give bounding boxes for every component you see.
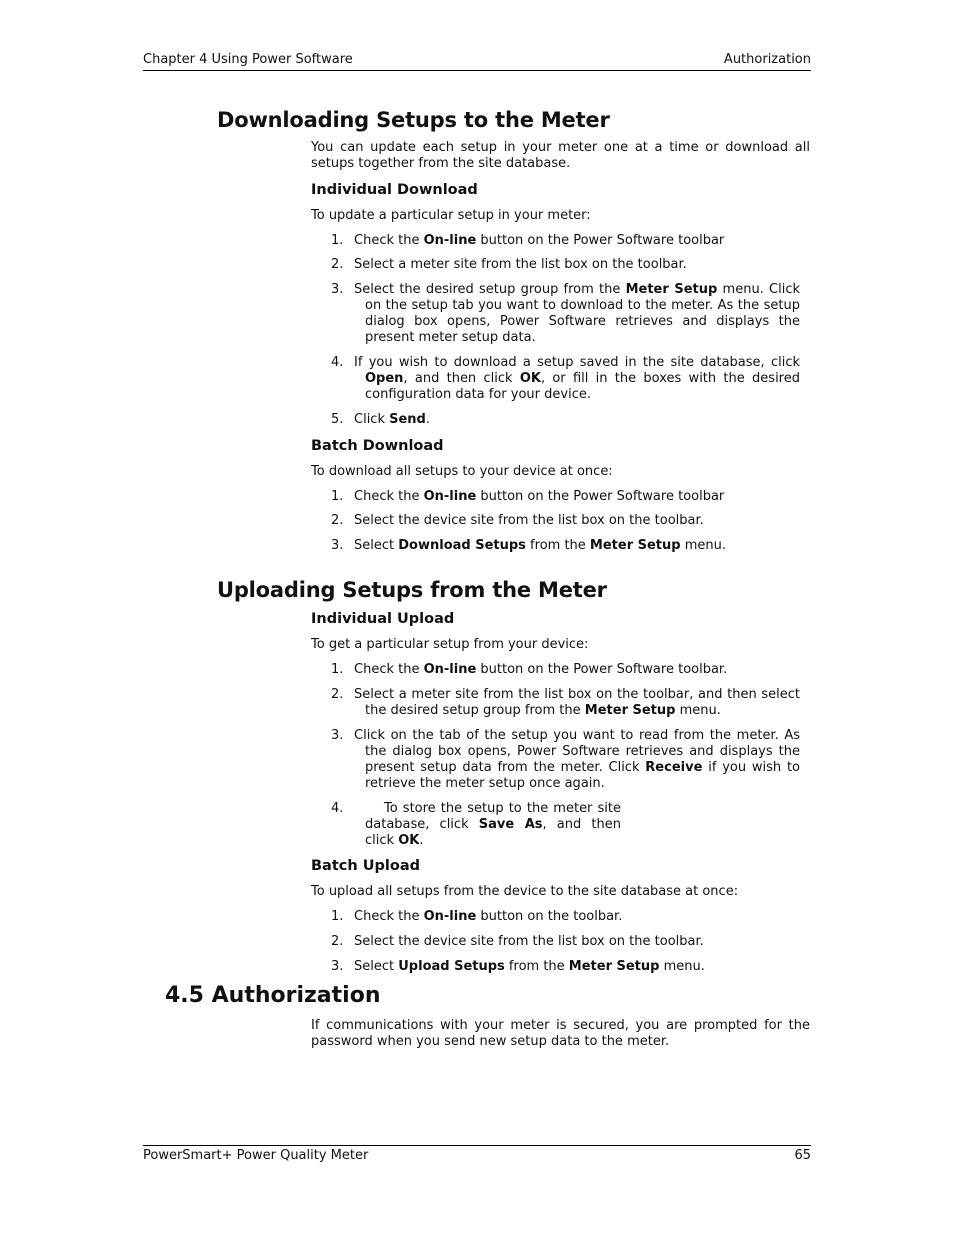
page-number: 65 [794, 1148, 811, 1163]
subheading-batch-download: Batch Download [311, 438, 444, 454]
list-item: 3. Select Download Setups from the Meter Setup menu. [331, 538, 726, 553]
section-title-downloading: Downloading Setups to the Meter [217, 108, 610, 132]
download-intro: You can update each setup in your meter one at a time or download all setups together from the site database. [311, 140, 810, 171]
list-item: 1. Check the On-line button on the toolbar. [331, 909, 623, 924]
subheading-batch-upload: Batch Upload [311, 858, 420, 874]
list-item: 3. Click on the tab of the setup you want to read from the meter. As the dialog box opens, Power Software retrieves and displays the present setup data from the meter. Click Receive if you wish to retrieve the meter setup once again. [331, 728, 800, 791]
list-item: 1. Check the On-line button on the Power Software toolbar [331, 233, 725, 248]
individual-upload-intro: To get a particular setup from your device: [311, 637, 589, 652]
section-title-uploading: Uploading Setups from the Meter [217, 578, 607, 602]
subheading-individual-download: Individual Download [311, 182, 478, 198]
footer-title: PowerSmart+ Power Quality Meter [143, 1148, 369, 1163]
batch-download-intro: To download all setups to your device at once: [311, 464, 613, 479]
list-item: 5. Click Send. [331, 412, 430, 427]
list-item: 3. Select the desired setup group from the Meter Setup menu. Click on the setup tab you want to download to the meter. As the setup dialog box opens, Power Software retrieves and displays the present meter setup data. [331, 282, 800, 345]
list-item: 1. Check the On-line button on the Power Software toolbar [331, 489, 725, 504]
authorization-text: If communications with your meter is secured, you are prompted for the password when you send new setup data to the meter. [311, 1018, 810, 1049]
individual-download-intro: To update a particular setup in your meter: [311, 208, 591, 223]
list-item: 2. Select the device site from the list box on the toolbar. [331, 934, 704, 949]
list-item: 3. Select Upload Setups from the Meter Setup menu. [331, 959, 705, 974]
list-item: 4. To store the setup to the meter site database, click Save As, and then click OK. [331, 801, 621, 848]
list-item: 4. If you wish to download a setup saved in the site database, click Open, and then click OK, or fill in the boxes with the desired configuration data for your device. [331, 355, 800, 402]
batch-upload-intro: To upload all setups from the device to the site database at once: [311, 884, 739, 899]
list-item: 1. Check the On-line button on the Power Software toolbar. [331, 662, 728, 677]
list-item: 2. Select a meter site from the list box on the toolbar, and then select the desired setup group from the Meter Setup menu. [331, 687, 800, 718]
footer-rule [143, 1145, 811, 1146]
list-item: 2. Select a meter site from the list box on the toolbar. [331, 257, 687, 272]
list-item: 2. Select the device site from the list box on the toolbar. [331, 513, 704, 528]
header-rule [143, 70, 811, 71]
section-title-authorization: 4.5 Authorization [165, 983, 381, 1008]
running-header-chapter: Chapter 4 Using Power Software [143, 52, 353, 67]
subheading-individual-upload: Individual Upload [311, 611, 455, 627]
running-header-section: Authorization [723, 52, 811, 67]
